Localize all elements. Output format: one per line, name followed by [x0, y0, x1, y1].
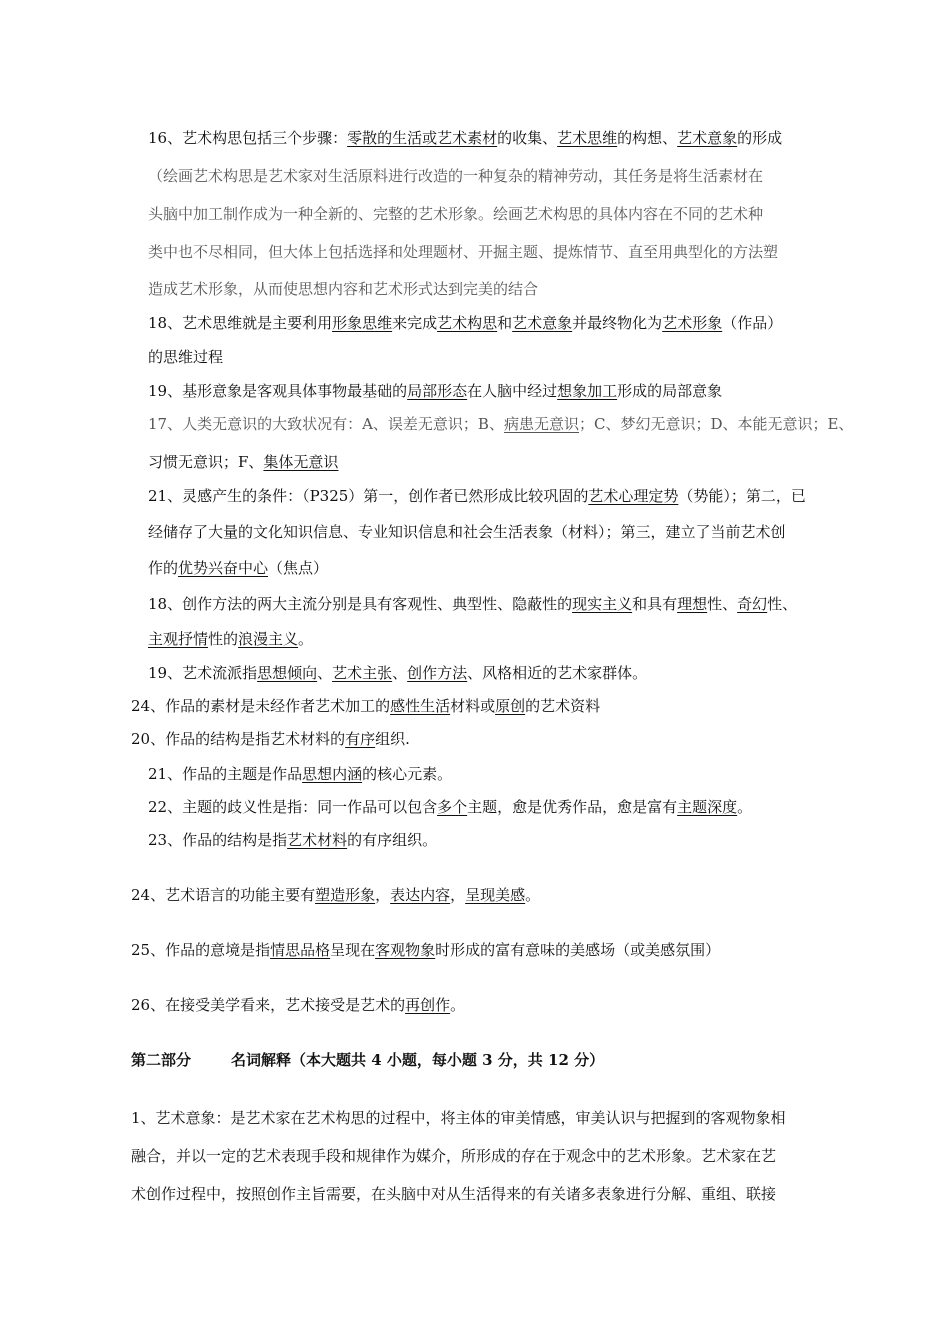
- text-line: 21、灵感产生的条件：（P325）第一，创作者已然形成比较巩固的艺术心理定势（势能）；第二，已: [148, 487, 806, 505]
- text-line: 主观抒情性的浪漫主义。: [148, 630, 314, 648]
- text-line: 18、艺术思维就是主要利用形象思维来完成艺术构思和艺术意象并最终物化为艺术形象（作品）: [148, 314, 783, 332]
- text-line: 的思维过程: [148, 348, 224, 366]
- text-line: 26、在接受美学看来，艺术接受是艺术的再创作。: [131, 996, 466, 1014]
- text-line: 作的优势兴奋中心（焦点）: [148, 559, 329, 577]
- text-line: 造成艺术形象，从而使思想内容和艺术形式达到完美的结合: [148, 280, 539, 298]
- text-line: （绘画艺术构思是艺术家对生活原料进行改造的一种复杂的精神劳动，其任务是将生活素材在: [148, 167, 764, 185]
- text-line: 22、主题的歧义性是指：同一作品可以包含多个主题，愈是优秀作品，愈是富有主题深度。: [148, 798, 753, 816]
- text-line: 21、作品的主题是作品思想内涵的核心元素。: [148, 765, 453, 783]
- section-heading: 第二部分 名词解释（本大题共 4 小题，每小题 3 分，共 12 分）: [131, 1051, 605, 1069]
- text-line: 25、作品的意境是指情思品格呈现在客观物象时形成的富有意味的美感场（或美感氛围）: [131, 941, 721, 959]
- text-line: 头脑中加工制作成为一种全新的、完整的艺术形象。绘画艺术构思的具体内容在不同的艺术种: [148, 205, 764, 223]
- text-line: 23、作品的结构是指艺术材料的有序组织。: [148, 831, 438, 849]
- text-line: 习惯无意识；F、集体无意识: [148, 453, 339, 471]
- text-line: 17、人类无意识的大致状况有：A、误差无意识；B、病患无意识；C、梦幻无意识；D、本能无意识；E、: [148, 415, 854, 433]
- text-line: 16、艺术构思包括三个步骤：零散的生活或艺术素材的收集、艺术思维的构想、艺术意象的形成: [148, 129, 783, 147]
- text-line: 融合，并以一定的艺术表现手段和规律作为媒介，所形成的存在于观念中的艺术形象。艺术家在艺: [131, 1147, 777, 1165]
- text-line: 19、艺术流派指思想倾向、艺术主张、创作方法、风格相近的艺术家群体。: [148, 664, 648, 682]
- text-line: 术创作过程中，按照创作主旨需要，在头脑中对从生活得来的有关诸多表象进行分解、重组、联接: [131, 1185, 777, 1203]
- text-line: 19、基形意象是客观具体事物最基础的局部形态在人脑中经过想象加工形成的局部意象: [148, 382, 723, 400]
- text-line: 18、创作方法的两大主流分别是具有客观性、典型性、隐蔽性的现实主义和具有理想性、奇幻性、: [148, 595, 798, 613]
- text-line: 1、艺术意象：是艺术家在艺术构思的过程中，将主体的审美情感，审美认识与把握到的客观物象相: [131, 1109, 786, 1127]
- text-line: 24、艺术语言的功能主要有塑造形象，表达内容，呈现美感。: [131, 886, 541, 904]
- text-line: 经储存了大量的文化知识信息、专业知识信息和社会生活表象（材料）；第三，建立了当前艺术创: [148, 523, 786, 541]
- text-line: 类中也不尽相同，但大体上包括选择和处理题材、开掘主题、提炼情节、直至用典型化的方法塑: [148, 243, 779, 261]
- text-line: 20、作品的结构是指艺术材料的有序组织.: [131, 730, 410, 748]
- text-line: 24、作品的素材是未经作者艺术加工的感性生活材料或原创的艺术资料: [131, 697, 601, 715]
